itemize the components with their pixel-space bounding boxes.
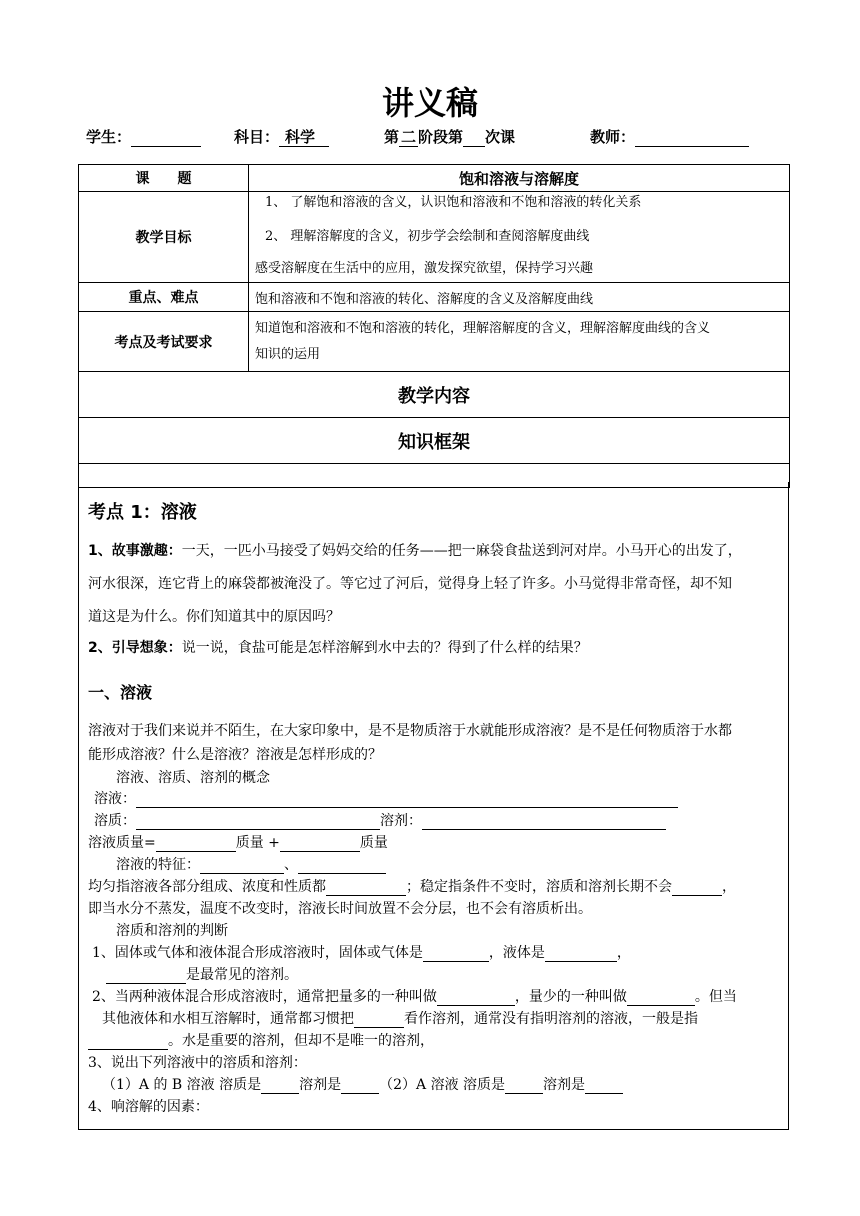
exam-cell bbox=[249, 312, 790, 372]
section-heading: 一、溶液 bbox=[88, 683, 153, 702]
topic-value: 饱和溶液与溶解度 bbox=[249, 165, 790, 192]
exam-row bbox=[79, 312, 790, 372]
goal-item: 感受溶解度在生活中的应用，激发探究欲望，保持学习兴趣 bbox=[255, 261, 594, 276]
judge-1-line-2 bbox=[106, 964, 298, 984]
uniform-line-2: 即当水分不蒸发，温度不改变时，溶液长时间放置不会分层，也不会有溶质析出。 bbox=[88, 901, 592, 917]
uniform-text-c: ， bbox=[722, 879, 736, 895]
uniform-text-b: ；稳定指条件不变时，溶质和溶剂长期不会 bbox=[406, 879, 672, 895]
mass-blank-2 bbox=[280, 837, 360, 852]
student-label: 学生： bbox=[86, 128, 132, 146]
student-blank bbox=[131, 131, 201, 147]
judge-1-blank-1 bbox=[423, 947, 489, 962]
lesson-info-table bbox=[78, 164, 790, 488]
features-sep: 、 bbox=[284, 857, 298, 873]
stage-prefix: 第 bbox=[384, 128, 400, 146]
judge-2-blank-4 bbox=[88, 1035, 168, 1050]
stage-field bbox=[384, 126, 515, 147]
q3-a-solvent-blank bbox=[341, 1079, 379, 1094]
judge-1-blank-2 bbox=[545, 947, 617, 962]
q3-b-solute-blank bbox=[505, 1079, 543, 1094]
goals-row bbox=[79, 192, 790, 283]
q3-b-solvent-label: 溶剂是 bbox=[543, 1077, 586, 1093]
page-title: 讲义稿 bbox=[381, 84, 478, 122]
subject-label: 科目： bbox=[234, 128, 280, 146]
exam-line: 知识的运用 bbox=[255, 346, 321, 362]
judge-2-text-line2b: 看作溶剂，通常没有指明溶剂的溶液，一般是指 bbox=[404, 1011, 698, 1027]
story-label: 1、故事激趣： bbox=[88, 543, 182, 559]
teacher-blank bbox=[635, 131, 749, 147]
teacher-field bbox=[590, 126, 749, 147]
judge-2-line-1 bbox=[92, 986, 737, 1006]
mass-prefix: 溶液质量= bbox=[88, 835, 156, 851]
question-4: 4、响溶解的因素： bbox=[88, 1099, 209, 1115]
goals-cell bbox=[249, 192, 790, 283]
topic-label: 课 题 bbox=[79, 165, 249, 192]
teaching-content-heading: 教学内容 bbox=[79, 372, 790, 418]
q3-b-solute-label: （2）A 溶液 溶质是 bbox=[379, 1077, 506, 1093]
knowledge-framework-row bbox=[79, 418, 790, 464]
keypoints-value: 饱和溶液和不饱和溶液的转化、溶解度的含义及溶解度曲线 bbox=[249, 283, 790, 312]
judge-1-text-a: 1、固体或气体和液体混合形成溶液时，固体或气体是 bbox=[92, 945, 423, 961]
judge-1-text-b: ，液体是 bbox=[488, 945, 545, 961]
features-blank-1 bbox=[200, 859, 284, 874]
judge-2-line-2 bbox=[102, 1008, 698, 1028]
judge-1-text-line2: 是最常见的溶剂。 bbox=[186, 967, 298, 983]
judge-2-text-a: 2、当两种液体混合形成溶液时，通常把量多的一种叫做 bbox=[92, 989, 437, 1005]
topic-row bbox=[79, 165, 790, 192]
teaching-content-row bbox=[79, 372, 790, 418]
intro-line-2: 能形成溶液？什么是溶液？溶液是怎样形成的？ bbox=[88, 747, 382, 763]
solution-line bbox=[94, 788, 678, 808]
knowledge-framework-heading: 知识框架 bbox=[79, 418, 790, 464]
story-line-1 bbox=[88, 540, 742, 560]
solute-blank bbox=[136, 815, 380, 830]
lesson-blank bbox=[463, 131, 485, 147]
solute-solvent-line bbox=[94, 810, 666, 830]
solution-blank bbox=[136, 793, 678, 808]
q3-a-solvent-label: 溶剂是 bbox=[299, 1077, 342, 1093]
goal-item: 2、 理解溶解度的含义，初步学会绘制和查阅溶解度曲线 bbox=[265, 229, 590, 244]
lesson-suffix: 次课 bbox=[485, 128, 516, 146]
stage-value: 二 bbox=[401, 128, 417, 146]
mass-suffix: 质量 bbox=[359, 835, 388, 851]
solution-label: 溶液： bbox=[94, 791, 136, 807]
judge-2-blank-2 bbox=[627, 991, 695, 1006]
uniform-blank-2 bbox=[672, 881, 722, 896]
judge-1-line-1 bbox=[92, 942, 631, 962]
story-line-3: 道这是为什么。你们知道其中的原因吗？ bbox=[88, 609, 340, 625]
concepts-title: 溶液、溶质、溶剂的概念 bbox=[116, 770, 270, 786]
student-field bbox=[86, 126, 201, 147]
subject-field bbox=[234, 126, 329, 147]
features-label: 溶液的特征： bbox=[116, 857, 200, 873]
judge-2-text-c: 。但当 bbox=[694, 989, 737, 1005]
judge-2-text-line3: 。水是重要的溶剂，但却不是唯一的溶剂， bbox=[168, 1033, 434, 1049]
judge-1-text-c: ， bbox=[616, 945, 631, 961]
mass-line bbox=[88, 832, 388, 852]
question-3-items bbox=[102, 1074, 623, 1094]
judge-2-blank-1 bbox=[437, 991, 515, 1006]
subject-value: 科学 bbox=[279, 128, 329, 147]
q3-a-solute-blank bbox=[261, 1079, 299, 1094]
exam-label: 考点及考试要求 bbox=[79, 312, 249, 372]
stage-suffix: 阶段第 bbox=[418, 128, 464, 146]
story-text: 一天，一匹小马接受了妈妈交给的任务——把一麻袋食盐送到河对岸。小马开心的出发了， bbox=[181, 543, 742, 559]
guide-line bbox=[88, 637, 588, 657]
mass-blank-1 bbox=[156, 837, 236, 852]
guide-label: 2、引导想象： bbox=[88, 640, 182, 656]
mass-mid: 质量 + bbox=[235, 835, 280, 851]
goals-label: 教学目标 bbox=[79, 192, 249, 283]
question-3: 3、说出下列溶液中的溶质和溶剂： bbox=[88, 1055, 307, 1071]
intro-line-1: 溶液对于我们来说并不陌生，在大家印象中，是不是物质溶于水就能形成溶液？是不是任何物质溶于水都 bbox=[88, 723, 732, 739]
story-line-2: 河水很深，连它背上的麻袋都被淹没了。等它过了河后，觉得身上轻了许多。小马觉得非常奇怪，却不知 bbox=[88, 576, 732, 592]
uniform-text-a: 均匀指溶液各部分组成、浓度和性质都 bbox=[88, 879, 326, 895]
q3-b-solvent-blank bbox=[585, 1079, 623, 1094]
solvent-blank bbox=[422, 815, 666, 830]
features-line bbox=[116, 854, 386, 874]
judge-2-blank-3 bbox=[354, 1013, 404, 1028]
judge-1-blank-3 bbox=[106, 969, 186, 984]
judge-2-text-b: ，量少的一种叫做 bbox=[514, 989, 627, 1005]
exam-line: 知道饱和溶液和不饱和溶液的转化，理解溶解度的含义，理解溶解度曲线的含义 bbox=[255, 320, 711, 336]
q3-a-solute-label: （1）A 的 B 溶液 溶质是 bbox=[102, 1077, 262, 1093]
teacher-label: 教师： bbox=[590, 128, 636, 146]
topic-heading: 考点 1：溶液 bbox=[88, 502, 197, 523]
keypoints-label: 重点、难点 bbox=[79, 283, 249, 312]
judge-2-text-line2a: 其他液体和水相互溶解时，通常都习惯把 bbox=[102, 1011, 354, 1027]
solute-label: 溶质： bbox=[94, 813, 136, 829]
solvent-label: 溶剂： bbox=[380, 813, 422, 829]
goal-item: 1、 了解饱和溶液的含义，认识饱和溶液和不饱和溶液的转化关系 bbox=[265, 195, 642, 210]
features-blank-2 bbox=[298, 859, 386, 874]
uniform-line-1 bbox=[88, 876, 736, 896]
guide-text: 说一说，食盐可能是怎样溶解到水中去的？得到了什么样的结果？ bbox=[181, 640, 588, 656]
judge-title: 溶质和溶剂的判断 bbox=[116, 923, 228, 939]
judge-2-line-3 bbox=[88, 1030, 434, 1050]
uniform-blank-1 bbox=[326, 881, 406, 896]
keypoints-row bbox=[79, 283, 790, 312]
